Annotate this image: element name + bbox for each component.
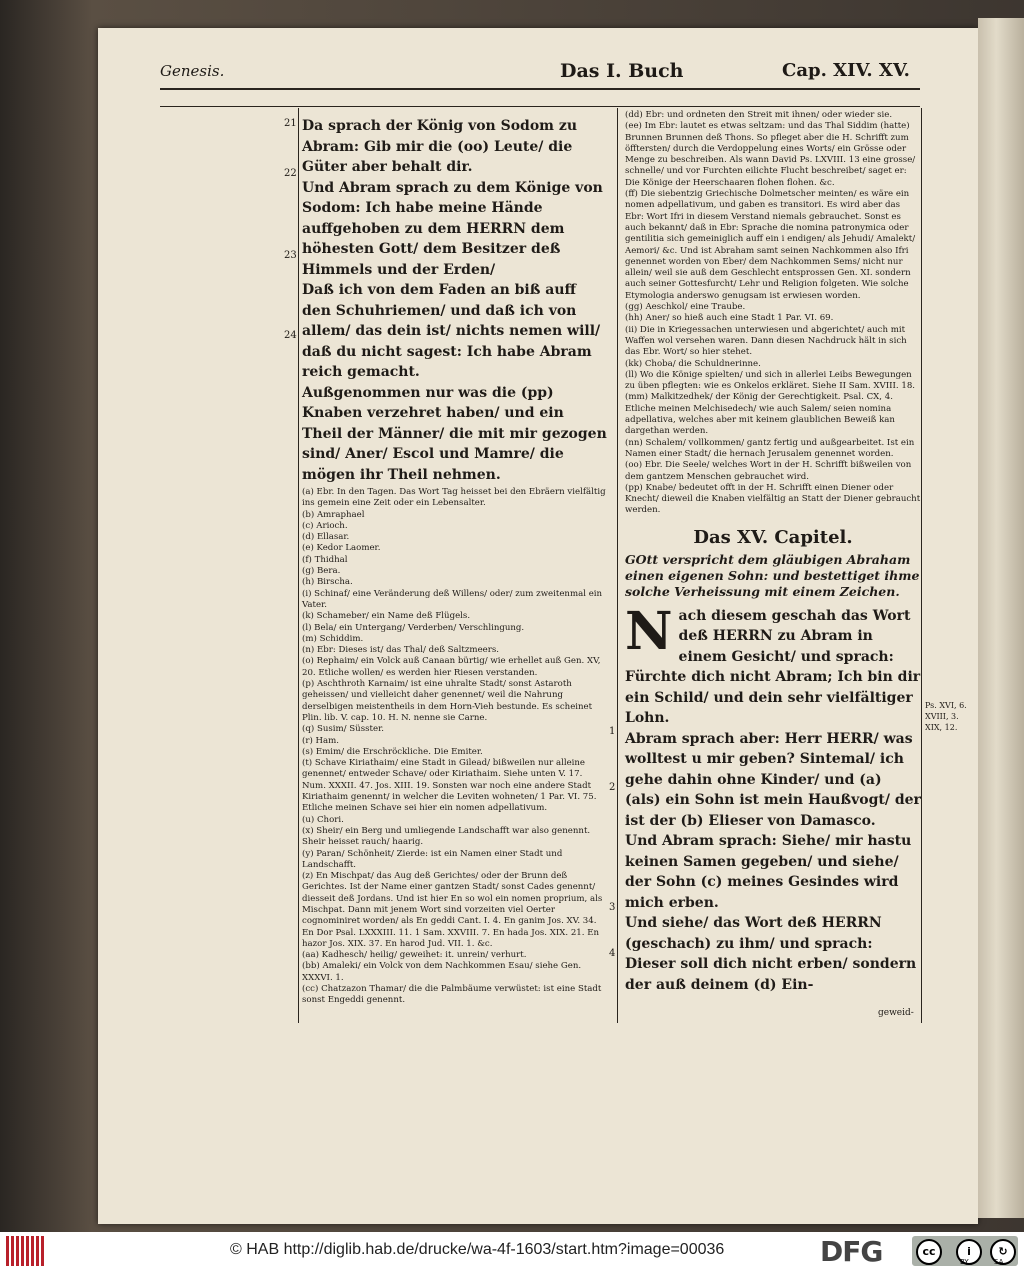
verse-24: Außgenommen nur was die (pp) Knaben verzehret haben/ und ein Theil der Männer/ die mit mir gezogen sind/ Aner/ Escol und Mamre/ die mögen ihr Theil nehmen. (302, 384, 607, 483)
column-rule-left (298, 108, 299, 1023)
chapter-title: Das XV. Capitel. (693, 526, 853, 548)
left-note: (r) Ham. (302, 735, 340, 746)
chapter-summary: GOtt verspricht dem gläubigen Abraham einen eigenen Sohn: und bestettiget ihme solche Verheissung mit einem Zeichen. (625, 551, 920, 599)
source-link[interactable]: © HAB http://diglib.hab.de/drucke/wa-4f-1603/start.htm?image=00036 (230, 1241, 725, 1258)
left-note: (z) En Mischpat/ das Aug deß Gerichtes/ oder der Brunn deß Gerichtes. Ist der Name einer gantzen Stadt/ sonst Cades genennt/ diesseit deß Jordans. Und ist hier En so wol ein nomen proprium, als Mischpat. Dann mit jenem Wort sind vorzeiten viel Oerter cognominiret worden/ als En geddi Cant. I. 4. En ganim Jos. XV. 34. En Dor Psal. LXXXIII. 11. 1 Sam. XXVIII. 7. En hada Jos. XIX. 21. En hazor Jos. XIX. 37. En harod Jud. VII. 1. &c. (302, 871, 603, 949)
verse-number: 21 (284, 118, 297, 129)
by-label: BY (960, 1258, 969, 1266)
left-note: (p) Aschthroth Karnaim/ ist eine uhralte Stadt/ sonst Astaroth geheissen/ und vielleicht daher genennet/ weil die Nahrung derselbigen meistentheils in dem Horn-Vieh bestunde. Es scheinet Plin. lib. V. cap. 10. H. N. nenne sie Carne. (302, 679, 593, 723)
right-footnotes (625, 110, 921, 517)
header-title: Das I. Buch (560, 60, 684, 82)
header-chapter: Cap. XIV. XV. (782, 60, 910, 81)
right-column (625, 110, 921, 995)
drop-capital: N (625, 600, 673, 662)
right-note: (ll) Wo die Könige spielten/ und sich in allerlei Leibs Bewegungen zu üben pflegten: wie es Onkelos erkläret. Siehe II Sam. XVIII. 18. (625, 369, 916, 392)
left-note: (y) Paran/ Schönheit/ Zierde: ist ein Namen einer Stadt und Landschafft. (302, 848, 563, 870)
cc-icon: cc (916, 1239, 942, 1265)
left-note: (m) Schiddim. (302, 633, 364, 644)
right-note: (hh) Aner/ so hieß auch eine Stadt 1 Par. VI. 69. (625, 313, 834, 324)
left-note: (l) Bela/ ein Untergang/ Verderben/ Verschlingung. (302, 622, 525, 633)
right-note: (gg) Aeschkol/ eine Traube. (625, 302, 746, 313)
verse-21: Da sprach der König von Sodom zu Abram: Gib mir die (oo) Leute/ die Güter aber behalt dir. (302, 118, 578, 175)
chapter-verse-4: Und siehe/ das Wort deß HERRN (geschach) zu ihm/ und sprach: Dieser soll dich nicht erben/ sondern der auß deinem (d) Ein- (625, 915, 917, 993)
verse-number: 24 (284, 330, 297, 341)
running-header (160, 60, 920, 86)
verse-number: 2 (609, 782, 616, 793)
left-note: (u) Chori. (302, 814, 344, 825)
right-note: (pp) Knabe/ bedeutet offt in der H. Schrifft einen Diener oder Knecht/ dieweil die Knaben vielfältig an Statt der Diener gebraucht werden. (625, 482, 921, 516)
right-note: (ii) Die in Kriegessachen unterwiesen und abgerichtet/ auch mit Waffen wol versehen waren. Dann diesen Nachdruck hält in sich das Ebr. Wort/ so hier stehet. (625, 324, 907, 358)
left-note: (g) Bera. (302, 566, 341, 577)
left-note: (aa) Kadhesch/ heilig/ geweihet: it. unrein/ verhurt. (302, 950, 527, 961)
left-note: (n) Ebr: Dieses ist/ das Thal/ deß Saltzmeers. (302, 645, 499, 656)
verse-23: Daß ich von dem Faden an biß auff den Schuhriemen/ und daß ich von allem/ das dein ist/ nichts nemen will/ daß du nicht sagest: Ich habe Abram reich gemacht. (302, 282, 601, 380)
left-note: (cc) Chatzazon Thamar/ die die Palmbäume verwüstet: ist eine Stadt sonst Engeddi genennt. (302, 984, 602, 1006)
left-note: (bb) Amaleki/ ein Volck von dem Nachkommen Esau/ siehe Gen. XXXVI. 1. (302, 961, 582, 983)
chapter-verse-1: ach diesem geschah das Wort deß HERRN zu Abram in einem Gesicht/ und sprach: Fürchte dich nicht Abram; Ich bin dir ein Schild/ und dein sehr vielfältiger Lohn. (625, 607, 921, 727)
column-rule-right (921, 108, 922, 1023)
chapter-verse-2: Abram sprach aber: Herr HERR/ was wolltest u mir geben? Sintemal/ ich gehe dahin ohne Kinder/ und (a) (als) ein Sohn ist mein Haußvogt/ der ist der (b) Elieser von Damasco. (625, 730, 921, 829)
left-note: (h) Birscha. (302, 577, 353, 588)
left-footnotes (302, 487, 608, 1007)
right-note: (ff) Die siebentzig Griechische Dolmetscher meinten/ es wäre ein nomen adpellativum, und gaben es transitori. Es wird aber das Ebr: Wort Ifri in diesem Verstand niemals gebrauchet. Sonst es auch bekannt/ daß in Ebr: Sprache die nomina patronymica oder gentilitia sich gemeiniglich auff ein i endigen/ als Jehudi/ Amalekt/ Aemori/ &c. Und ist Abraham samt seinen Nachkommen also Ifri genennet worden von Eber/ dem Nachkommen Sems/ nicht nur allein/ weil sie auß dem Geschlecht entsprossen Gen. XI. sondern auch seiner Gottesfurcht/ Lehr und Religion folgeten. Wie solche Etymologia anderswo genugsam ist erwiesen worden. (625, 189, 916, 301)
left-note: (e) Kedor Laomer. (302, 543, 381, 554)
verse-22: Und Abram sprach zu dem Könige von Sodom: Ich habe meine Hände auffgehoben zu dem HERRN dem höhesten Gott/ dem Besitzer deß Himmels und der Erden/ (302, 179, 603, 278)
header-book-name: Genesis. (160, 62, 225, 80)
left-column (302, 116, 608, 1007)
left-note: (t) Schave Kiriathaim/ eine Stadt in Gilead/ bißweilen nur alleine genennet/ entweder Schave/ oder Kiriathaim. Siehe unten V. 17. Num. XXXII. 47. Jos. XIII. 19. Sonsten war noch eine andere Stadt Kiriathaim genennt/ in welcher die Leviten wohneten/ 1 Par. VI. 75. Etliche meinen Schave sei hier ein nomen adpellativum. (302, 758, 597, 814)
right-note: (dd) Ebr: und ordneten den Streit mit ihnen/ oder wieder sie. (625, 110, 893, 120)
left-note: (f) Thidhal (302, 554, 348, 565)
right-note: (nn) Schalem/ vollkommen/ gantz fertig und außgearbeitet. Ist ein Namen einer Stadt/ die hernach Jerusalem genennet worden. (625, 437, 915, 459)
hab-logo-icon[interactable] (6, 1236, 50, 1266)
cc-license-badge[interactable] (912, 1236, 1018, 1266)
left-note: (b) Amraphael (302, 509, 365, 520)
catchword: geweid- (878, 1008, 914, 1018)
verse-number: 1 (609, 726, 616, 737)
verse-number: 23 (284, 250, 297, 261)
left-note: (i) Schinaf/ eine Veränderung deß Willens/ oder/ zum zweitenmal ein Vater. (302, 588, 603, 610)
left-note: (k) Schameber/ ein Name deß Flügels. (302, 611, 471, 622)
verse-number: 22 (284, 168, 297, 179)
attribution-icon: i (956, 1239, 982, 1265)
header-rule-top (160, 88, 920, 90)
verse-number: 3 (609, 902, 616, 913)
margin-reference: Ps. XVI, 6. XVIII, 3. XIX, 12. (925, 701, 967, 732)
right-note: (kk) Choba/ die Schuldnerinne. (625, 358, 761, 369)
left-note: (d) Ellasar. (302, 532, 350, 543)
header-rule-bottom (160, 106, 920, 107)
right-note: (mm) Malkitzedhek/ der König der Gerechtigkeit. Psal. CX, 4. Etliche meinen Melchisedech/ wie auch Salem/ seien nomina adpellativa, welches aber mit keinem glaublichen Beweiß kan dargethan werden. (625, 392, 895, 437)
left-note: (q) Susim/ Süsster. (302, 724, 384, 735)
left-note: (o) Rephaim/ ein Volck auß Canaan bürtig/ wie erhellet auß Gen. XV, 20. Etliche wollen/ es werden hier Riesen verstanden. (302, 656, 601, 678)
left-note: (s) Emim/ die Erschröckliche. Die Emiter. (302, 746, 483, 757)
share-alike-icon: ↻ (990, 1239, 1016, 1265)
next-page-edge (978, 18, 1024, 1218)
dfg-logo[interactable]: DFG (820, 1235, 883, 1268)
verse-number: 4 (609, 948, 616, 959)
right-note: (oo) Ebr. Die Seele/ welches Wort in der H. Schrifft bißweilen von dem gantzem Menschen gebrauchet wird. (625, 460, 912, 482)
left-note: (x) Sheir/ ein Berg und umliegende Landschafft war also genennt. Sheir heisset rauch/ haarig. (302, 825, 591, 848)
chapter-verses (625, 600, 921, 996)
viewer-footer (0, 1232, 1024, 1270)
left-note: (a) Ebr. In den Tagen. Das Wort Tag heisset bei den Ebräern vielfältig ins gemein eine Zeit oder ein Lebensalter. (302, 487, 606, 509)
right-note: (ee) Im Ebr: lautet es etwas seltzam: und das Thal Siddim (hatte) Brunnen Brunnen deß Thons. So pfleget aber die H. Schrifft zum öfftersten/ durch die Verdoppelung eines Worts/ ein Grösse oder Menge zu beschreiben. Als wann David Ps. LXVIII. 13 eine grosse/ schnelle/ und vor Furchten eilichte Flucht beschreibet/ saget er: Die Könige der Heerschaaren flohen flohen. &c. (625, 121, 916, 188)
chapter-verse-3: Und Abram sprach: Siehe/ mir hastu keinen Samen gegeben/ und siehe/ der Sohn (c) meines Gesindes wird mich erben. (625, 833, 912, 911)
left-verses (302, 116, 608, 485)
sa-label: SA (994, 1258, 1004, 1266)
left-note: (c) Arioch. (302, 520, 348, 531)
column-rule-middle (617, 108, 618, 1023)
